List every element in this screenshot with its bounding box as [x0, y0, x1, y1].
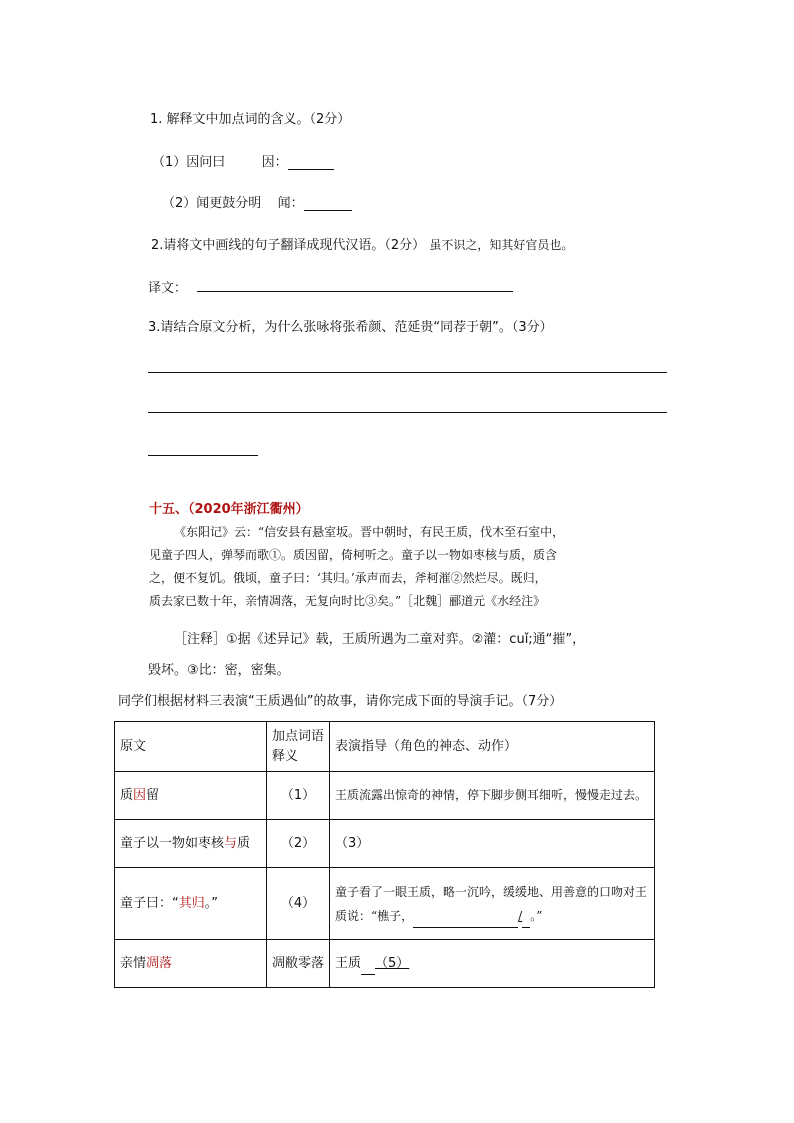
table-row: [115, 940, 655, 988]
row3-key-word: 其归: [178, 895, 205, 911]
passage-line-4: 质去家已数十年，亲情凋落，无复向时比③矣。”［北魏］郦道元《水经注》: [149, 594, 546, 608]
row2-meaning: （2）: [267, 820, 330, 868]
table-header-row: [115, 722, 655, 772]
row4-meaning: 凋敝零落: [267, 940, 330, 988]
q1-item2-label: （2）闻更鼓分明: [162, 196, 262, 211]
q1-item1-word: 因：: [261, 155, 288, 170]
q3-answer-line-2: [148, 412, 667, 413]
passage-line-3: 之，便不复饥。俄顷，童子曰：‘其归。’承声而去，斧柯漼②然烂尽。既归，: [149, 571, 547, 585]
row3-meaning: （4）: [267, 868, 330, 940]
q1-item1-label: （1）因问曰: [152, 155, 226, 170]
q2-title-line: [151, 234, 573, 253]
row3-original: 童子曰：“其归。”: [115, 868, 267, 940]
table-row: [115, 820, 655, 868]
table-row: [115, 868, 655, 940]
q3-title: 3.请结合原文分析，为什么张咏将张希颜、范延贵“同荐于朝”。（3分）: [148, 320, 553, 335]
header-meaning: 加点词语释义: [267, 722, 330, 772]
passage-line-1: 《东阳记》云：“信安县有悬室坂。晋中朝时，有民王质，伐木至石室中，: [174, 525, 565, 539]
q3-answer-line-3: [148, 455, 258, 456]
q1-item1: [152, 151, 334, 170]
section15-heading: 十五、（2020年浙江衢州）: [149, 502, 309, 517]
row3-guide: 童子看了一眼王质，略一沉吟，缓缓地、用善意的口吻对王质说：“樵子， / 。”: [330, 868, 655, 940]
row2-guide: （3）: [330, 820, 655, 868]
q1-item2-blank: [304, 197, 352, 211]
header-original: 原文: [115, 722, 267, 772]
row4-guide-blank: （5）: [375, 955, 410, 971]
passage-line-2: 见童子四人，弹琴而歌①。质因留，倚柯听之。童子以一物如枣核与质，质含: [149, 548, 558, 562]
header-guide: 表演指导（角色的神态、动作）: [330, 722, 655, 772]
q2-answer-line: [197, 291, 513, 292]
q1-item2-word: 闻：: [277, 196, 304, 211]
row1-guide: 王质流露出惊奇的神情，停下脚步侧耳细听，慢慢走过去。: [330, 772, 655, 820]
row1-original: 质因留: [115, 772, 267, 820]
director-notes-table: [114, 721, 655, 988]
row4-guide: 王质 （5）: [330, 940, 655, 988]
q3-answer-line-1: [148, 372, 667, 373]
q2-answer-label: 译文：: [148, 281, 188, 296]
q1-item1-blank: [288, 156, 334, 170]
row2-key-word: 与: [224, 836, 238, 851]
q1-item2: [162, 192, 352, 211]
q1-title: 1. 解释文中加点词的含义。（2分）: [150, 112, 351, 127]
row1-key-word: 因: [133, 787, 147, 803]
row4-key-word: 凋落: [146, 955, 173, 971]
table-row: [115, 772, 655, 820]
q2-answer: [148, 277, 187, 296]
row2-original: 童子以一物如枣核与质: [115, 820, 267, 868]
task-instruction: 同学们根据材料三表演“王质遇仙”的故事，请你完成下面的导演手记。（7分）: [118, 694, 563, 709]
q2-sentence: 虽不识之，知其好官员也。: [429, 238, 574, 252]
row4-original: 亲情凋落: [115, 940, 267, 988]
q2-title: 2.请将文中画线的句子翻译成现代汉语。（2分）: [151, 238, 426, 253]
note-line-1: ［注释］①据《述异记》载，王质所遇为二童对弈。②灌：cuǐ;通“摧”，: [174, 632, 586, 647]
note-line-2: 毁坏。③比：密，密集。: [148, 663, 290, 678]
row1-meaning: （1）: [267, 772, 330, 820]
row3-guide-blank: [413, 915, 518, 928]
